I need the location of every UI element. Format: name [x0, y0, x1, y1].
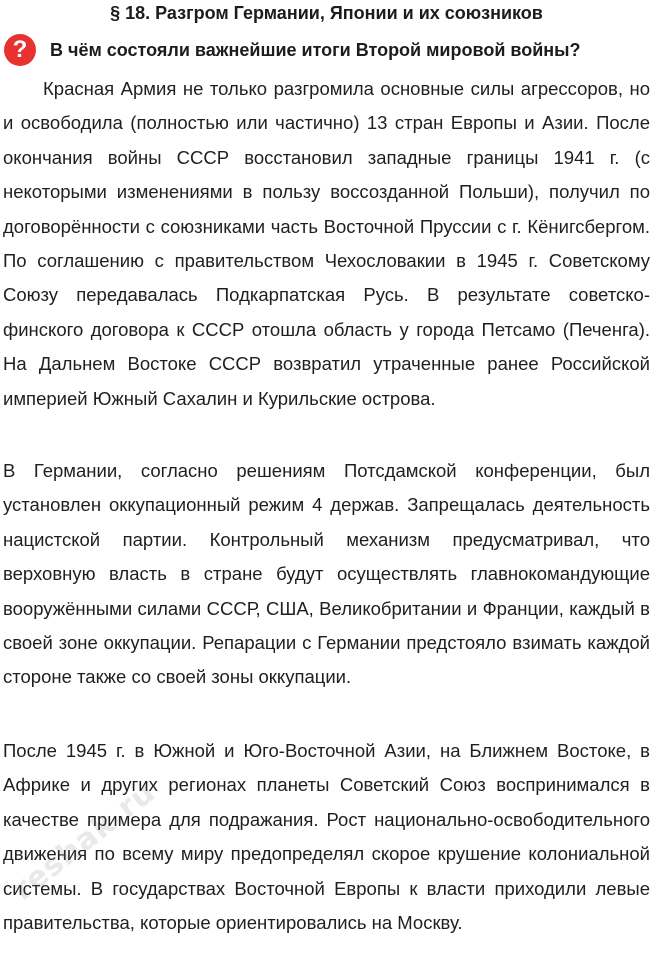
question-text: В чём состояли важнейшие итоги Второй мировой войны?	[50, 40, 581, 60]
paragraph-3: После 1945 г. в Южной и Юго-Восточной Азии, на Ближнем Востоке, в Африке и других регионах планеты Советский Союз воспринимался в качестве примера для подражания. Рост национально-освободительного движения по всему миру предопределял скорое крушение колониальной системы. В государствах Восточной Европы к власти приходили левые правительства, которые ориентировались на Москву.	[3, 740, 650, 934]
question-row	[4, 34, 649, 68]
watermark-logo: reshak.ru	[6, 774, 163, 908]
paragraph-1: Красная Армия не только разгромила основные силы агрессоров, но и освободила (полностью или частично) 13 стран Европы и Азии. После окончания войны СССР восстановил западные границы 1941 г. (с некоторыми изменениями в пользу воссозданной Польши), получил по договорённости с союзниками часть Восточной Пруссии с г. Кёнигсбергом. По соглашению с правительством Чехословакии в 1945 г. Советскому Союзу передавалась Подкарпатская Русь. В результате советско-финского договора к СССР отошла область у города Петсамо (Печенга). На Дальнем Востоке СССР возвратил утраченные ранее Российской империей Южный Сахалин и Курильские острова.	[3, 78, 650, 409]
question-mark-icon: ?	[4, 34, 36, 66]
section-title: § 18. Разгром Германии, Японии и их союзников	[110, 3, 543, 23]
paragraph-2: В Германии, согласно решениям Потсдамской конференции, был установлен оккупационный режим 4 держав. Запрещалась деятельность нацистской партии. Контрольный механизм предусматривал, что верховную власть в стране будут осуществлять главнокомандующие вооружёнными силами СССР, США, Великобритании и Франции, каждый в своей зоне оккупации. Репарации с Германии предстояло взимать каждой стороне также со своей зоны оккупации.	[3, 460, 650, 688]
